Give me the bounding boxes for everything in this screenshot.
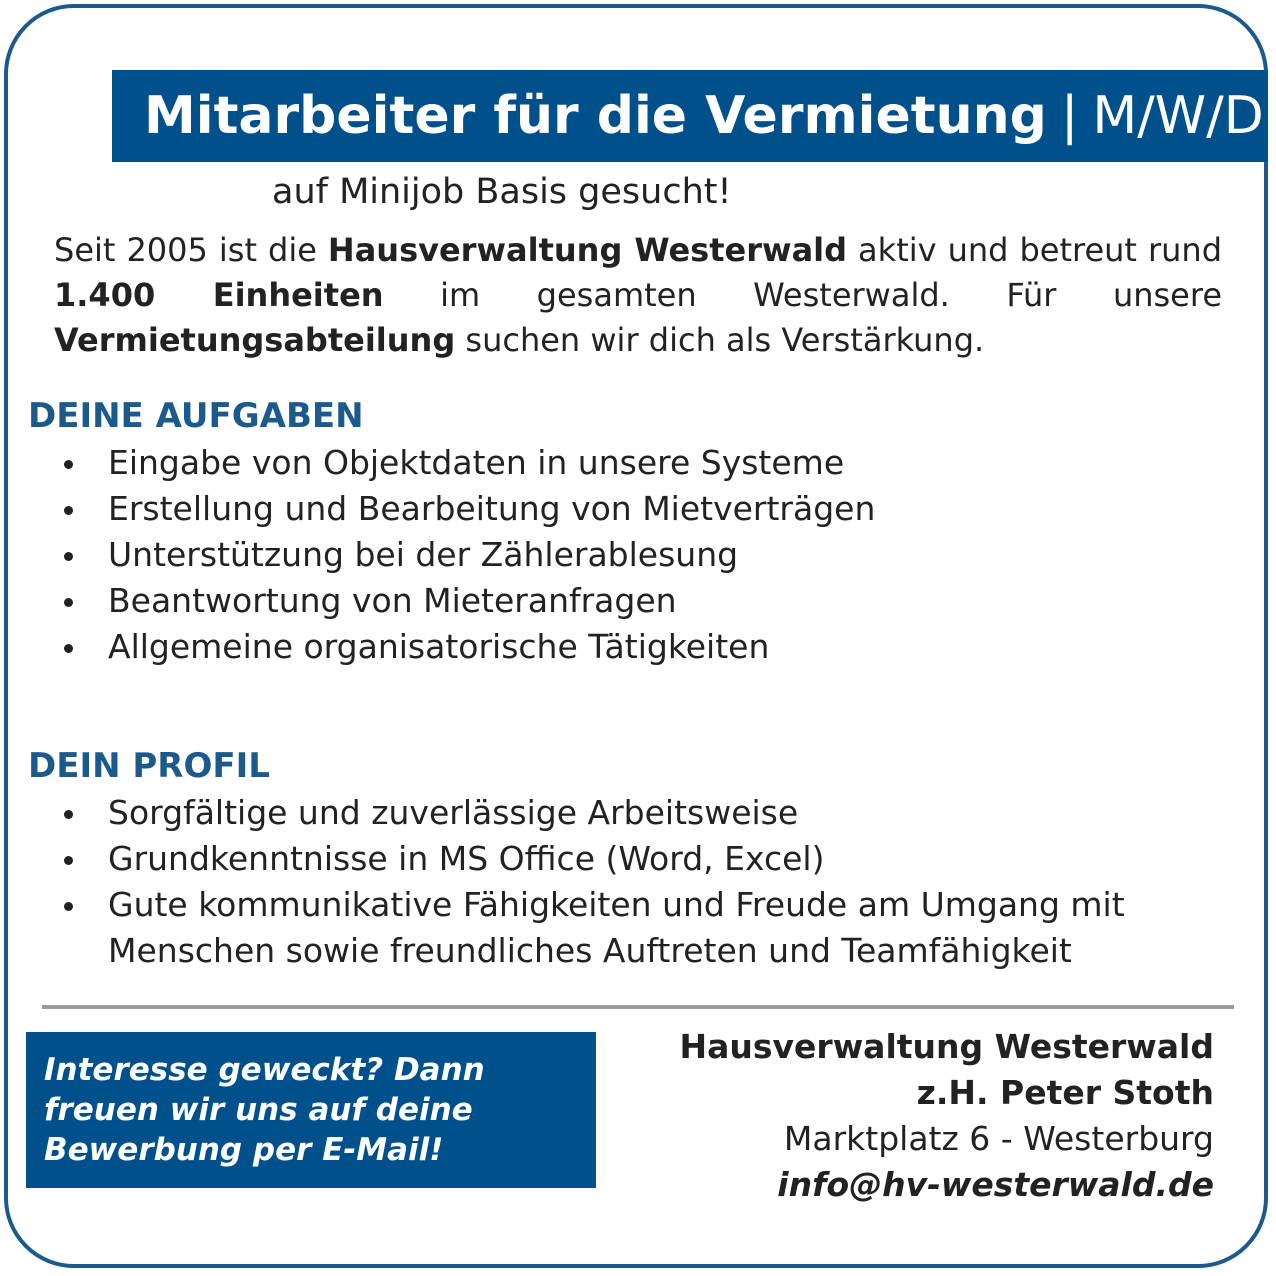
task-text: Eingabe von Objektdaten in unsere Systeme bbox=[108, 443, 845, 482]
cta-line: Bewerbung per E-Mail! bbox=[44, 1132, 444, 1168]
tasks-heading: DEINE AUFGABEN bbox=[28, 396, 364, 436]
bullet-icon bbox=[64, 506, 73, 515]
profile-text: Gute kommunikative Fähigkeiten und Freude am Umgang mit Menschen sowie freundliches Auftreten und Teamfähigkeit bbox=[108, 885, 1125, 970]
list-item bbox=[60, 836, 1230, 882]
contact-block bbox=[680, 1024, 1215, 1208]
gender-tag: M/W/D bbox=[1092, 86, 1264, 146]
list-item bbox=[60, 578, 1230, 624]
list-item bbox=[60, 790, 1230, 836]
divider-line bbox=[42, 1005, 1234, 1009]
cta-line: Interesse geweckt? Dann bbox=[44, 1052, 485, 1088]
task-text: Allgemeine organisatorische Tätigkeiten bbox=[108, 627, 770, 666]
task-text: Unterstützung bei der Zählerablesung bbox=[108, 535, 739, 574]
intro-text-4: suchen wir dich als Verstärkung. bbox=[455, 321, 985, 359]
bullet-icon bbox=[64, 810, 73, 819]
bullet-icon bbox=[64, 552, 73, 561]
list-item bbox=[60, 624, 1230, 670]
profile-text: Sorgfältige und zuverlässige Arbeitsweise bbox=[108, 793, 799, 832]
job-title: Mitarbeiter für die Vermietung bbox=[144, 86, 1047, 146]
task-text: Erstellung und Bearbeitung von Mietverträgen bbox=[108, 489, 876, 528]
bullet-icon bbox=[64, 856, 73, 865]
intro-department: Vermietungsabteilung bbox=[54, 321, 456, 359]
cta-line: freuen wir uns auf deine bbox=[44, 1092, 473, 1128]
intro-units: 1.400 Einheiten bbox=[54, 276, 384, 314]
intro-text-3: im gesamten Westerwald. Für unsere bbox=[383, 276, 1223, 314]
contact-email[interactable]: info@hv-westerwald.de bbox=[777, 1165, 1214, 1204]
call-to-action-box bbox=[26, 1032, 596, 1188]
bullet-icon bbox=[64, 902, 73, 911]
profile-heading: DEIN PROFIL bbox=[28, 746, 270, 786]
intro-text-1: Seit 2005 ist die bbox=[54, 231, 328, 269]
tasks-list bbox=[60, 440, 1230, 670]
intro-text-2: aktiv und betreut rund bbox=[847, 231, 1223, 269]
contact-address: Marktplatz 6 - Westerburg bbox=[783, 1119, 1214, 1158]
title-banner bbox=[112, 70, 1268, 162]
intro-paragraph bbox=[54, 228, 1222, 363]
job-subtitle: auf Minijob Basis gesucht! bbox=[272, 172, 732, 212]
list-item bbox=[60, 532, 1230, 578]
profile-list bbox=[60, 790, 1230, 974]
list-item bbox=[60, 882, 1230, 974]
list-item bbox=[60, 486, 1230, 532]
task-text: Beantwortung von Mieteranfragen bbox=[108, 581, 677, 620]
intro-company: Hausverwaltung Westerwald bbox=[327, 231, 848, 269]
list-item bbox=[60, 440, 1230, 486]
profile-text: Grundkenntnisse in MS Office (Word, Excel) bbox=[108, 839, 825, 878]
contact-company: Hausverwaltung Westerwald bbox=[679, 1027, 1214, 1066]
contact-person: z.H. Peter Stoth bbox=[916, 1073, 1214, 1112]
bullet-icon bbox=[64, 644, 73, 653]
title-separator: | bbox=[1060, 86, 1079, 146]
bullet-icon bbox=[64, 460, 73, 469]
bullet-icon bbox=[64, 598, 73, 607]
